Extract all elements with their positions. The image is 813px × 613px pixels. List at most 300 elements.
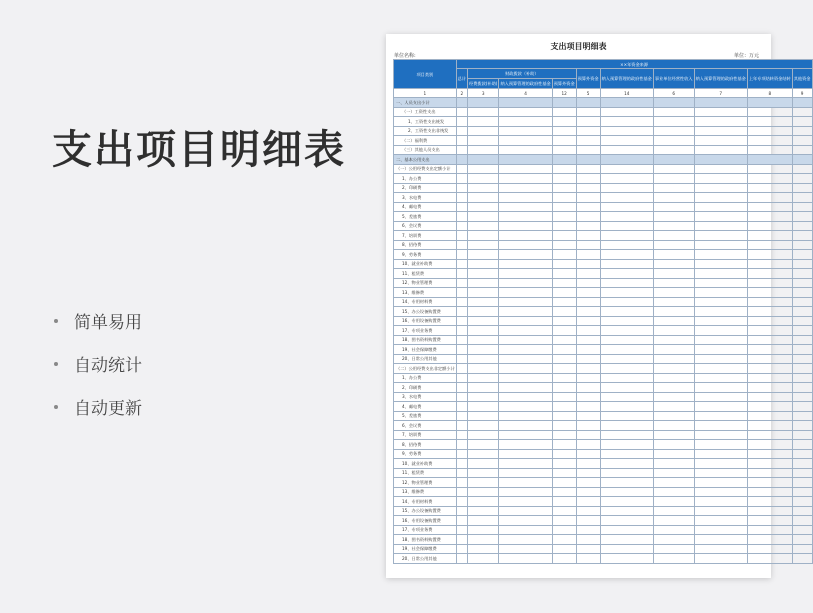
table-cell[interactable] xyxy=(600,145,653,155)
table-cell[interactable] xyxy=(792,107,812,117)
table-cell[interactable] xyxy=(552,145,576,155)
table-cell[interactable] xyxy=(653,183,694,193)
table-cell[interactable] xyxy=(792,212,812,222)
table-cell[interactable] xyxy=(600,554,653,564)
table-cell[interactable] xyxy=(747,183,792,193)
table-cell[interactable] xyxy=(600,440,653,450)
table-cell[interactable] xyxy=(600,402,653,412)
table-cell[interactable] xyxy=(694,316,747,326)
table-cell[interactable] xyxy=(694,440,747,450)
table-cell[interactable] xyxy=(552,269,576,279)
table-cell[interactable] xyxy=(694,535,747,545)
table-cell[interactable] xyxy=(552,335,576,345)
table-cell[interactable] xyxy=(747,145,792,155)
table-cell[interactable] xyxy=(747,364,792,374)
table-cell[interactable] xyxy=(552,183,576,193)
table-cell[interactable] xyxy=(456,535,467,545)
table-cell[interactable] xyxy=(552,364,576,374)
table-cell[interactable] xyxy=(694,525,747,535)
table-cell[interactable] xyxy=(456,335,467,345)
table-cell[interactable] xyxy=(456,126,467,136)
table-cell[interactable] xyxy=(456,107,467,117)
table-cell[interactable] xyxy=(499,107,552,117)
table-cell[interactable] xyxy=(653,164,694,174)
table-cell[interactable] xyxy=(468,497,499,507)
table-cell[interactable] xyxy=(747,269,792,279)
table-cell[interactable] xyxy=(552,449,576,459)
table-cell[interactable] xyxy=(747,402,792,412)
table-cell[interactable] xyxy=(694,449,747,459)
table-cell[interactable] xyxy=(576,231,600,241)
table-cell[interactable] xyxy=(468,554,499,564)
table-cell[interactable] xyxy=(653,335,694,345)
table-cell[interactable] xyxy=(499,250,552,260)
table-cell[interactable] xyxy=(552,421,576,431)
table-cell[interactable] xyxy=(694,278,747,288)
table-cell[interactable] xyxy=(552,516,576,526)
table-cell[interactable] xyxy=(552,259,576,269)
table-cell[interactable] xyxy=(552,316,576,326)
table-cell[interactable] xyxy=(468,155,499,165)
table-cell[interactable] xyxy=(576,164,600,174)
table-cell[interactable] xyxy=(694,326,747,336)
table-cell[interactable] xyxy=(499,478,552,488)
table-cell[interactable] xyxy=(468,392,499,402)
table-cell[interactable] xyxy=(499,554,552,564)
table-cell[interactable] xyxy=(499,174,552,184)
table-cell[interactable] xyxy=(552,487,576,497)
table-cell[interactable] xyxy=(694,459,747,469)
table-cell[interactable] xyxy=(694,468,747,478)
table-cell[interactable] xyxy=(653,430,694,440)
table-cell[interactable] xyxy=(576,212,600,222)
table-cell[interactable] xyxy=(499,449,552,459)
table-cell[interactable] xyxy=(747,316,792,326)
table-cell[interactable] xyxy=(792,459,812,469)
table-cell[interactable] xyxy=(747,554,792,564)
table-cell[interactable] xyxy=(653,221,694,231)
table-cell[interactable] xyxy=(747,497,792,507)
table-cell[interactable] xyxy=(468,117,499,127)
table-cell[interactable] xyxy=(792,221,812,231)
table-cell[interactable] xyxy=(694,174,747,184)
table-cell[interactable] xyxy=(600,136,653,146)
table-cell[interactable] xyxy=(694,250,747,260)
table-cell[interactable] xyxy=(552,307,576,317)
table-cell[interactable] xyxy=(792,98,812,108)
table-cell[interactable] xyxy=(792,554,812,564)
table-cell[interactable] xyxy=(499,345,552,355)
table-cell[interactable] xyxy=(694,478,747,488)
table-cell[interactable] xyxy=(552,402,576,412)
table-cell[interactable] xyxy=(468,535,499,545)
table-cell[interactable] xyxy=(653,506,694,516)
table-cell[interactable] xyxy=(499,544,552,554)
table-cell[interactable] xyxy=(694,221,747,231)
table-cell[interactable] xyxy=(499,288,552,298)
table-cell[interactable] xyxy=(653,193,694,203)
table-cell[interactable] xyxy=(576,354,600,364)
table-cell[interactable] xyxy=(576,288,600,298)
table-cell[interactable] xyxy=(552,459,576,469)
table-cell[interactable] xyxy=(456,402,467,412)
table-cell[interactable] xyxy=(653,145,694,155)
table-cell[interactable] xyxy=(694,269,747,279)
table-cell[interactable] xyxy=(653,326,694,336)
table-cell[interactable] xyxy=(747,174,792,184)
table-cell[interactable] xyxy=(499,183,552,193)
table-cell[interactable] xyxy=(653,316,694,326)
table-cell[interactable] xyxy=(747,107,792,117)
table-cell[interactable] xyxy=(600,155,653,165)
table-cell[interactable] xyxy=(576,411,600,421)
table-cell[interactable] xyxy=(694,183,747,193)
table-cell[interactable] xyxy=(600,126,653,136)
table-cell[interactable] xyxy=(653,468,694,478)
table-cell[interactable] xyxy=(694,126,747,136)
table-cell[interactable] xyxy=(576,487,600,497)
table-cell[interactable] xyxy=(747,297,792,307)
table-cell[interactable] xyxy=(576,240,600,250)
table-cell[interactable] xyxy=(653,250,694,260)
table-cell[interactable] xyxy=(468,468,499,478)
table-cell[interactable] xyxy=(552,430,576,440)
table-cell[interactable] xyxy=(576,202,600,212)
table-cell[interactable] xyxy=(600,392,653,402)
table-cell[interactable] xyxy=(600,364,653,374)
table-cell[interactable] xyxy=(552,411,576,421)
table-cell[interactable] xyxy=(468,525,499,535)
table-cell[interactable] xyxy=(468,231,499,241)
table-cell[interactable] xyxy=(499,430,552,440)
table-cell[interactable] xyxy=(747,392,792,402)
table-cell[interactable] xyxy=(747,164,792,174)
table-cell[interactable] xyxy=(468,98,499,108)
table-cell[interactable] xyxy=(792,155,812,165)
table-cell[interactable] xyxy=(552,392,576,402)
table-cell[interactable] xyxy=(456,117,467,127)
table-cell[interactable] xyxy=(694,430,747,440)
table-cell[interactable] xyxy=(792,297,812,307)
table-cell[interactable] xyxy=(792,354,812,364)
table-cell[interactable] xyxy=(576,98,600,108)
table-cell[interactable] xyxy=(456,164,467,174)
table-cell[interactable] xyxy=(576,145,600,155)
table-cell[interactable] xyxy=(468,516,499,526)
table-cell[interactable] xyxy=(468,326,499,336)
table-cell[interactable] xyxy=(747,383,792,393)
table-cell[interactable] xyxy=(653,525,694,535)
table-cell[interactable] xyxy=(747,345,792,355)
table-cell[interactable] xyxy=(576,259,600,269)
table-cell[interactable] xyxy=(694,107,747,117)
table-cell[interactable] xyxy=(792,231,812,241)
table-cell[interactable] xyxy=(576,440,600,450)
table-cell[interactable] xyxy=(576,345,600,355)
table-cell[interactable] xyxy=(576,183,600,193)
table-cell[interactable] xyxy=(694,231,747,241)
table-cell[interactable] xyxy=(653,259,694,269)
table-cell[interactable] xyxy=(552,535,576,545)
table-cell[interactable] xyxy=(653,202,694,212)
table-cell[interactable] xyxy=(747,487,792,497)
table-cell[interactable] xyxy=(468,145,499,155)
table-cell[interactable] xyxy=(600,487,653,497)
table-cell[interactable] xyxy=(600,183,653,193)
table-cell[interactable] xyxy=(552,164,576,174)
table-cell[interactable] xyxy=(499,193,552,203)
table-cell[interactable] xyxy=(747,525,792,535)
table-cell[interactable] xyxy=(792,392,812,402)
table-cell[interactable] xyxy=(468,221,499,231)
table-cell[interactable] xyxy=(499,535,552,545)
table-cell[interactable] xyxy=(694,402,747,412)
table-cell[interactable] xyxy=(600,335,653,345)
table-cell[interactable] xyxy=(499,383,552,393)
table-cell[interactable] xyxy=(694,392,747,402)
table-cell[interactable] xyxy=(653,278,694,288)
table-cell[interactable] xyxy=(792,145,812,155)
table-cell[interactable] xyxy=(576,193,600,203)
table-cell[interactable] xyxy=(552,525,576,535)
table-cell[interactable] xyxy=(456,525,467,535)
table-cell[interactable] xyxy=(552,221,576,231)
table-cell[interactable] xyxy=(456,354,467,364)
table-cell[interactable] xyxy=(653,364,694,374)
table-cell[interactable] xyxy=(468,174,499,184)
table-cell[interactable] xyxy=(792,430,812,440)
table-cell[interactable] xyxy=(653,421,694,431)
table-cell[interactable] xyxy=(694,117,747,127)
table-cell[interactable] xyxy=(653,155,694,165)
table-cell[interactable] xyxy=(499,259,552,269)
table-cell[interactable] xyxy=(792,288,812,298)
table-cell[interactable] xyxy=(576,335,600,345)
table-cell[interactable] xyxy=(747,468,792,478)
table-cell[interactable] xyxy=(694,193,747,203)
table-cell[interactable] xyxy=(747,288,792,298)
table-cell[interactable] xyxy=(600,117,653,127)
table-cell[interactable] xyxy=(468,364,499,374)
table-cell[interactable] xyxy=(576,525,600,535)
table-cell[interactable] xyxy=(694,155,747,165)
table-cell[interactable] xyxy=(747,506,792,516)
table-cell[interactable] xyxy=(468,373,499,383)
table-cell[interactable] xyxy=(499,126,552,136)
table-cell[interactable] xyxy=(499,221,552,231)
table-cell[interactable] xyxy=(653,307,694,317)
table-cell[interactable] xyxy=(456,478,467,488)
table-cell[interactable] xyxy=(468,316,499,326)
table-cell[interactable] xyxy=(694,373,747,383)
table-cell[interactable] xyxy=(653,107,694,117)
table-cell[interactable] xyxy=(600,174,653,184)
table-cell[interactable] xyxy=(499,335,552,345)
table-cell[interactable] xyxy=(792,269,812,279)
table-cell[interactable] xyxy=(576,554,600,564)
table-cell[interactable] xyxy=(552,174,576,184)
table-cell[interactable] xyxy=(576,117,600,127)
table-cell[interactable] xyxy=(456,383,467,393)
table-cell[interactable] xyxy=(468,440,499,450)
table-cell[interactable] xyxy=(552,297,576,307)
table-cell[interactable] xyxy=(499,145,552,155)
table-cell[interactable] xyxy=(792,506,812,516)
table-cell[interactable] xyxy=(456,316,467,326)
table-cell[interactable] xyxy=(468,183,499,193)
table-cell[interactable] xyxy=(792,335,812,345)
table-cell[interactable] xyxy=(468,345,499,355)
table-cell[interactable] xyxy=(499,212,552,222)
table-cell[interactable] xyxy=(653,354,694,364)
table-cell[interactable] xyxy=(576,516,600,526)
table-cell[interactable] xyxy=(468,421,499,431)
table-cell[interactable] xyxy=(653,535,694,545)
table-cell[interactable] xyxy=(600,164,653,174)
table-cell[interactable] xyxy=(653,554,694,564)
table-cell[interactable] xyxy=(747,535,792,545)
table-cell[interactable] xyxy=(499,392,552,402)
table-cell[interactable] xyxy=(747,430,792,440)
table-cell[interactable] xyxy=(576,497,600,507)
table-cell[interactable] xyxy=(600,354,653,364)
table-cell[interactable] xyxy=(499,468,552,478)
table-cell[interactable] xyxy=(792,535,812,545)
table-cell[interactable] xyxy=(576,421,600,431)
table-cell[interactable] xyxy=(792,478,812,488)
table-cell[interactable] xyxy=(552,544,576,554)
table-cell[interactable] xyxy=(600,506,653,516)
table-cell[interactable] xyxy=(552,212,576,222)
table-cell[interactable] xyxy=(499,516,552,526)
table-cell[interactable] xyxy=(499,307,552,317)
table-cell[interactable] xyxy=(576,297,600,307)
table-cell[interactable] xyxy=(468,307,499,317)
table-cell[interactable] xyxy=(456,430,467,440)
table-cell[interactable] xyxy=(552,554,576,564)
table-cell[interactable] xyxy=(694,497,747,507)
table-cell[interactable] xyxy=(792,193,812,203)
table-cell[interactable] xyxy=(456,278,467,288)
table-cell[interactable] xyxy=(576,326,600,336)
table-cell[interactable] xyxy=(456,459,467,469)
table-cell[interactable] xyxy=(468,506,499,516)
table-cell[interactable] xyxy=(499,240,552,250)
table-cell[interactable] xyxy=(576,392,600,402)
table-cell[interactable] xyxy=(456,307,467,317)
table-cell[interactable] xyxy=(499,278,552,288)
table-cell[interactable] xyxy=(747,335,792,345)
table-cell[interactable] xyxy=(600,411,653,421)
table-cell[interactable] xyxy=(653,288,694,298)
table-cell[interactable] xyxy=(499,402,552,412)
table-cell[interactable] xyxy=(499,411,552,421)
table-cell[interactable] xyxy=(552,155,576,165)
table-cell[interactable] xyxy=(499,136,552,146)
table-cell[interactable] xyxy=(600,468,653,478)
table-cell[interactable] xyxy=(468,240,499,250)
table-cell[interactable] xyxy=(552,373,576,383)
table-cell[interactable] xyxy=(747,212,792,222)
table-cell[interactable] xyxy=(552,354,576,364)
table-cell[interactable] xyxy=(747,326,792,336)
table-cell[interactable] xyxy=(600,107,653,117)
table-cell[interactable] xyxy=(792,544,812,554)
table-cell[interactable] xyxy=(792,373,812,383)
table-cell[interactable] xyxy=(576,250,600,260)
table-cell[interactable] xyxy=(552,326,576,336)
table-cell[interactable] xyxy=(468,411,499,421)
table-cell[interactable] xyxy=(653,231,694,241)
table-cell[interactable] xyxy=(456,440,467,450)
table-cell[interactable] xyxy=(499,440,552,450)
table-cell[interactable] xyxy=(456,240,467,250)
table-cell[interactable] xyxy=(792,326,812,336)
table-cell[interactable] xyxy=(468,430,499,440)
table-cell[interactable] xyxy=(576,155,600,165)
table-cell[interactable] xyxy=(747,354,792,364)
table-cell[interactable] xyxy=(576,269,600,279)
table-cell[interactable] xyxy=(600,478,653,488)
table-cell[interactable] xyxy=(600,535,653,545)
table-cell[interactable] xyxy=(600,250,653,260)
table-cell[interactable] xyxy=(792,402,812,412)
table-cell[interactable] xyxy=(576,174,600,184)
table-cell[interactable] xyxy=(792,136,812,146)
table-cell[interactable] xyxy=(499,506,552,516)
table-cell[interactable] xyxy=(576,316,600,326)
table-cell[interactable] xyxy=(552,345,576,355)
table-cell[interactable] xyxy=(747,421,792,431)
table-cell[interactable] xyxy=(653,440,694,450)
table-cell[interactable] xyxy=(653,174,694,184)
table-cell[interactable] xyxy=(653,459,694,469)
table-cell[interactable] xyxy=(456,183,467,193)
table-cell[interactable] xyxy=(456,392,467,402)
table-cell[interactable] xyxy=(576,402,600,412)
table-cell[interactable] xyxy=(468,278,499,288)
table-cell[interactable] xyxy=(600,307,653,317)
table-cell[interactable] xyxy=(792,316,812,326)
table-cell[interactable] xyxy=(653,478,694,488)
table-cell[interactable] xyxy=(600,459,653,469)
table-cell[interactable] xyxy=(747,250,792,260)
table-cell[interactable] xyxy=(456,326,467,336)
table-cell[interactable] xyxy=(600,345,653,355)
table-cell[interactable] xyxy=(576,383,600,393)
table-cell[interactable] xyxy=(456,373,467,383)
table-cell[interactable] xyxy=(747,373,792,383)
table-cell[interactable] xyxy=(456,468,467,478)
table-cell[interactable] xyxy=(456,98,467,108)
table-cell[interactable] xyxy=(576,107,600,117)
table-cell[interactable] xyxy=(600,193,653,203)
table-cell[interactable] xyxy=(694,421,747,431)
table-cell[interactable] xyxy=(552,136,576,146)
table-cell[interactable] xyxy=(552,193,576,203)
table-cell[interactable] xyxy=(576,278,600,288)
table-cell[interactable] xyxy=(576,449,600,459)
table-cell[interactable] xyxy=(747,516,792,526)
table-cell[interactable] xyxy=(576,506,600,516)
table-cell[interactable] xyxy=(456,145,467,155)
table-cell[interactable] xyxy=(747,307,792,317)
table-cell[interactable] xyxy=(456,288,467,298)
table-cell[interactable] xyxy=(653,497,694,507)
table-cell[interactable] xyxy=(600,326,653,336)
table-cell[interactable] xyxy=(576,373,600,383)
table-cell[interactable] xyxy=(600,316,653,326)
